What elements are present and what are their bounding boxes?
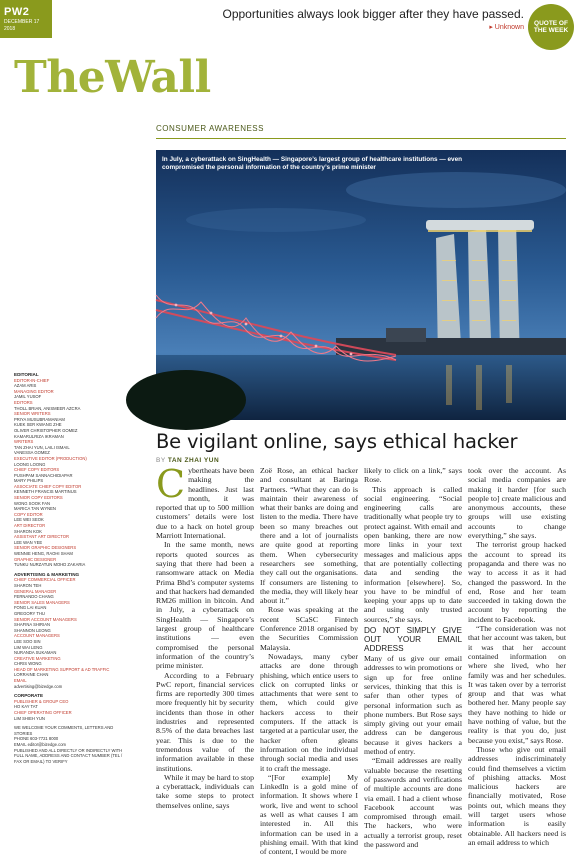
masthead-role: GENERAL MANAGER (14, 588, 57, 594)
masthead-name: TAN ZHAI YUN, LAILI ISMAIL (14, 444, 70, 450)
hero-photo (156, 150, 566, 420)
article-paragraph: “The consideration was not that her account was taken, but it was that her account contained information on where she lived, who her family was and her schedules. It was taken over by a terrorist group and that was what bothered her. Many people say they have nothing to hide or have nothing of value, but the reality is that you do, just because you exist,” says Rose. (468, 624, 566, 745)
quote-badge-label: QUOTE OF THE WEEK (533, 19, 569, 34)
masthead-role: CHIEF OPERATING OFFICER (14, 710, 72, 716)
section-label: CONSUMER AWARENESS (156, 124, 264, 133)
masthead-role: GRAPHIC DESIGNER (14, 556, 57, 562)
masthead-corporate-title: CORPORATE (14, 693, 44, 699)
byline-author: TAN ZHAI YUN (167, 457, 220, 464)
masthead-editorial-title: EDITORIAL (14, 372, 39, 377)
masthead-sidebar (14, 372, 124, 764)
article-paragraph: Those who give out email addresses indiscriminately could find themselves a victim of phishing attacks. Most malicious hackers are financially motivated, Rose points out, which means they will target users whose information is easily obtainable. All hackers need is an email address to which (468, 744, 566, 847)
article-paragraph: likely to click on a link,” says Rose. (364, 466, 462, 485)
masthead-footer-line: PUBLISHED AND ALL DIRECTLY OR INDIRECTLY WITH FULL NAME, ADDRESS AND CONTACT NUMBER (TEL / FAX OR EMAIL) TO VERIFY (14, 747, 123, 764)
masthead-role: ASSOCIATE CHIEF COPY EDITOR (14, 483, 82, 489)
page-tag (0, 0, 52, 38)
masthead-name: advertising@bizedge.com (14, 683, 63, 689)
quote-block (194, 8, 524, 31)
masthead-role: SENIOR WRITERS (14, 411, 51, 417)
masthead-footer-line: PHONE 603-7721 8000 (14, 736, 59, 742)
masthead-name: VANESSA GOMEZ (14, 450, 50, 456)
masthead-footer-line: EMAIL editor@bizedge.com (14, 742, 67, 747)
masthead-name: TUNKU NURZATUN MOHD ZAKARIA (14, 562, 86, 568)
article-paragraph: took over the account. As social media companies are making it harder [for such people to] create malicious and anonymous accounts, these groups will use existing accounts to change everything,” she says. (468, 466, 566, 541)
article-paragraph: The terrorist group hacked the account to spread its propaganda and there was no way to access it as it had changed the password. In the end, Rose and her team succeeded in taking down the account by reporting the incident to Facebook. (468, 540, 566, 624)
article-paragraph: “Email addresses are really valuable because the resetting of passwords and verifications of multiple accounts are done via email. I had a client whose Facebook account was compromised through email. The hackers, who were actually a terrorist group, reset the password and (364, 756, 462, 849)
article-paragraph: Nowadays, many cyber attacks are done through phishing, which entice users to click on corrupted links or attachments that were sent to them, which could give hackers access to their computers. If the attack is targeted at a particular user, the hacker often gleans information on the individual through social media and uses it to craft the message. (260, 651, 358, 773)
article-paragraph: Rose was speaking at the recent SCaSC Fintech Conference 2018 organised by the Securities Commission Malaysia. (260, 605, 358, 652)
masthead-advertising-list (14, 577, 124, 689)
masthead-name: KENNETH FRANCIS MARTINUS (14, 489, 77, 495)
section-divider (156, 138, 566, 139)
masthead-role: SENIOR ACCOUNT MANAGERS (14, 616, 77, 622)
masthead-role: PUBLISHER & GROUP CEO (14, 698, 69, 704)
image-caption: In July, a cyberattack on SingHealth — Singapore’s largest group of healthcare institutions — even compromised the personal information of the country’s prime minister (162, 156, 463, 171)
masthead-name: SHAFINA SHIRIAN (14, 622, 51, 628)
article-paragraph: ybertheats have been making the headlines. Just last month, it was reported that up to 500 million customers’ details were lost due to a hack on hotel group Marriott International. (156, 466, 254, 541)
article-column-4 (468, 466, 566, 847)
article-paragraph: Many of us give our email addresses to win promotions or sign up for free online services, thinking that this is safer than other types of personal information such as phone numbers. But Rose says simply giving out your email address can be dangerous because it gives hackers a method of entry. (364, 654, 462, 757)
masthead-name: LIM SHIEH YUN (14, 715, 45, 721)
article-headline: Be vigilant online, says ethical hacker (156, 430, 518, 453)
masthead-name: KUEK SER KWANG ZHE (14, 422, 62, 428)
marina-bay-night-photo (156, 150, 566, 420)
masthead-role: SENIOR SALES MANAGERS (14, 599, 70, 605)
masthead-name: FONG LAI KUAN (14, 605, 47, 611)
masthead-name: HO KAY TAT (14, 704, 38, 710)
masthead-name: GREGORY THU (14, 610, 45, 616)
masthead-editorial-list (14, 378, 124, 568)
masthead-role: WRITERS (14, 439, 34, 445)
quote-text: Opportunities always look bigger after they have passed. (222, 7, 524, 21)
masthead-role: HEAD OF MARKETING SUPPORT & AD TRAFFIC (14, 666, 110, 672)
masthead-role: CHIEF COMMERCIAL OFFICER (14, 577, 76, 583)
masthead-name: SHANNON LEONG (14, 627, 51, 633)
byline-prefix: BY (156, 457, 166, 464)
article-paragraph: Zoë Rose, an ethical hacker and consultant at Baringa Partners. “What they can do is maintain their awareness of what their banks are doing and listen to the media. There have been so many breaches out there and a lot of journalists are quite good at reporting them. When cybersecurity researchers see something, they call out the organisations. If consumers are listening to the media, they will likely hear about it.” (260, 466, 358, 606)
masthead-role: CREATIVE MARKETING (14, 655, 61, 661)
masthead-name: AZAM ARIS (14, 383, 37, 389)
masthead-role: ASSISTANT ART DIRECTOR (14, 534, 69, 540)
masthead-name: MARICA TAN WYNEN (14, 506, 56, 512)
article-column-2 (260, 466, 358, 856)
masthead-role: SENIOR GRAPHIC DESIGNERS (14, 545, 77, 551)
masthead-role: EDITOR-IN-CHIEF (14, 377, 50, 383)
article-paragraph: According to a February PwC report, financial services firms are reportedly 300 times more frequently hit by security incidents than those in other industries and represented 8.5% of the data breaches last year. This is due to the tremendous value of the information available in these institutions. (156, 670, 254, 773)
masthead-role: EDITORS (14, 399, 33, 405)
masthead-name: OLIVER CHRISTOPHER GOMEZ (14, 427, 78, 433)
masthead-name: KAMARULRIZA IKRAMAN (14, 433, 64, 439)
masthead-name: LEE WAN YEE (14, 539, 43, 545)
article-paragraph: This approach is called social engineering. “Social engineering calls are traditionally what people try to protect against. With email and open banking, there are now more links in your text messages and malicious apps that are potentially collecting data and sending the information [elsewhere]. So, you have to be mindful of keeping your apps up to date and using only trusted sources,” she says. (364, 484, 462, 624)
masthead-name: THOLL BRIAN, ANISMEER AZCRA (14, 405, 81, 411)
masthead-name: JAMIL YUSOF (14, 394, 42, 400)
masthead-role: SENIOR COPY EDITORS (14, 495, 63, 501)
article-column-1 (156, 462, 254, 810)
article-paragraph: In the same month, news reports quoted sources as saying that there had been a ransomware attack on Media Prima Bhd’s computer systems and that hackers had demanded RM26 million in bitcoin. And in July, a cyberattack on SingHealth — Singapore’s largest group of healthcare institutions — even compromised the personal information of the country’s prime minister. (156, 540, 254, 671)
masthead-name: MARY PHILIPS (14, 478, 44, 484)
masthead-footer (14, 725, 124, 764)
masthead-name: WONG SOOK FAN (14, 500, 51, 506)
quote-author: ▸ Unknown (489, 24, 524, 31)
masthead-name: SHARON KOK (14, 528, 42, 534)
masthead-role: EXECUTIVE EDITOR (PRODUCTION) (14, 455, 87, 461)
masthead-role: CHIEF COPY EDITORS (14, 467, 60, 473)
masthead-name: PRIYA MUSUBRAMANIAM (14, 416, 65, 422)
page-number: PW2 (4, 6, 30, 18)
section-title: TheWall (14, 52, 211, 103)
masthead-name: WENNIE HENG, RAOHI SHAM (14, 551, 73, 556)
masthead-footer-line: WE WELCOME YOUR COMMENTS, LETTERS AND STORIES (14, 725, 114, 736)
article-paragraph: While it may be hard to stop a cyberattack, individuals can take some steps to protect themselves online, says (156, 772, 254, 810)
masthead-name: SHARON TEH (14, 582, 42, 588)
masthead-corporate-list (14, 699, 124, 721)
masthead-name: LEE SOO SIN (14, 638, 41, 644)
article-subheading: DO NOT SIMPLY GIVE OUT YOUR EMAIL ADDRESS (364, 626, 462, 654)
article-paragraph: “[For example] My LinkedIn is a gold mine of information. It shows where I work, live and went to school as well as what causes I am interested in. All this information can be used in a phishing email. With that kind of content, I would be more (260, 772, 358, 856)
issue-date-line-2: 2018 (4, 26, 16, 32)
quote-of-the-week-badge (528, 4, 574, 50)
masthead-role: ACCOUNT MANAGERS (14, 633, 60, 639)
masthead-role: EMAIL (14, 678, 27, 684)
masthead-name: LOONG LOONG (14, 461, 46, 467)
masthead-role: ART DIRECTOR (14, 523, 46, 529)
masthead-name: NURANDA SUKAMAN (14, 650, 57, 656)
masthead-name: LORRAINE CHAN (14, 672, 49, 678)
masthead-name: CHRIS WONG (14, 661, 42, 667)
article-column-3 (364, 466, 462, 849)
masthead-name: LEE WEI SEOK (14, 517, 44, 523)
issue-date-line-1: DECEMBER 17 (4, 19, 40, 25)
masthead-advertising-title: ADVERTISING & MARKETING (14, 571, 80, 577)
masthead-name: LIM WAI LENG (14, 644, 43, 650)
masthead-role: COPY EDITOR (14, 511, 43, 517)
masthead-role: MANAGING EDITOR (14, 388, 54, 394)
drop-cap: C (156, 462, 186, 506)
masthead-name: PUSHPAM SANNACHIDIAPAR (14, 472, 73, 478)
masthead-name: FERNANDO CHANG (14, 594, 54, 600)
